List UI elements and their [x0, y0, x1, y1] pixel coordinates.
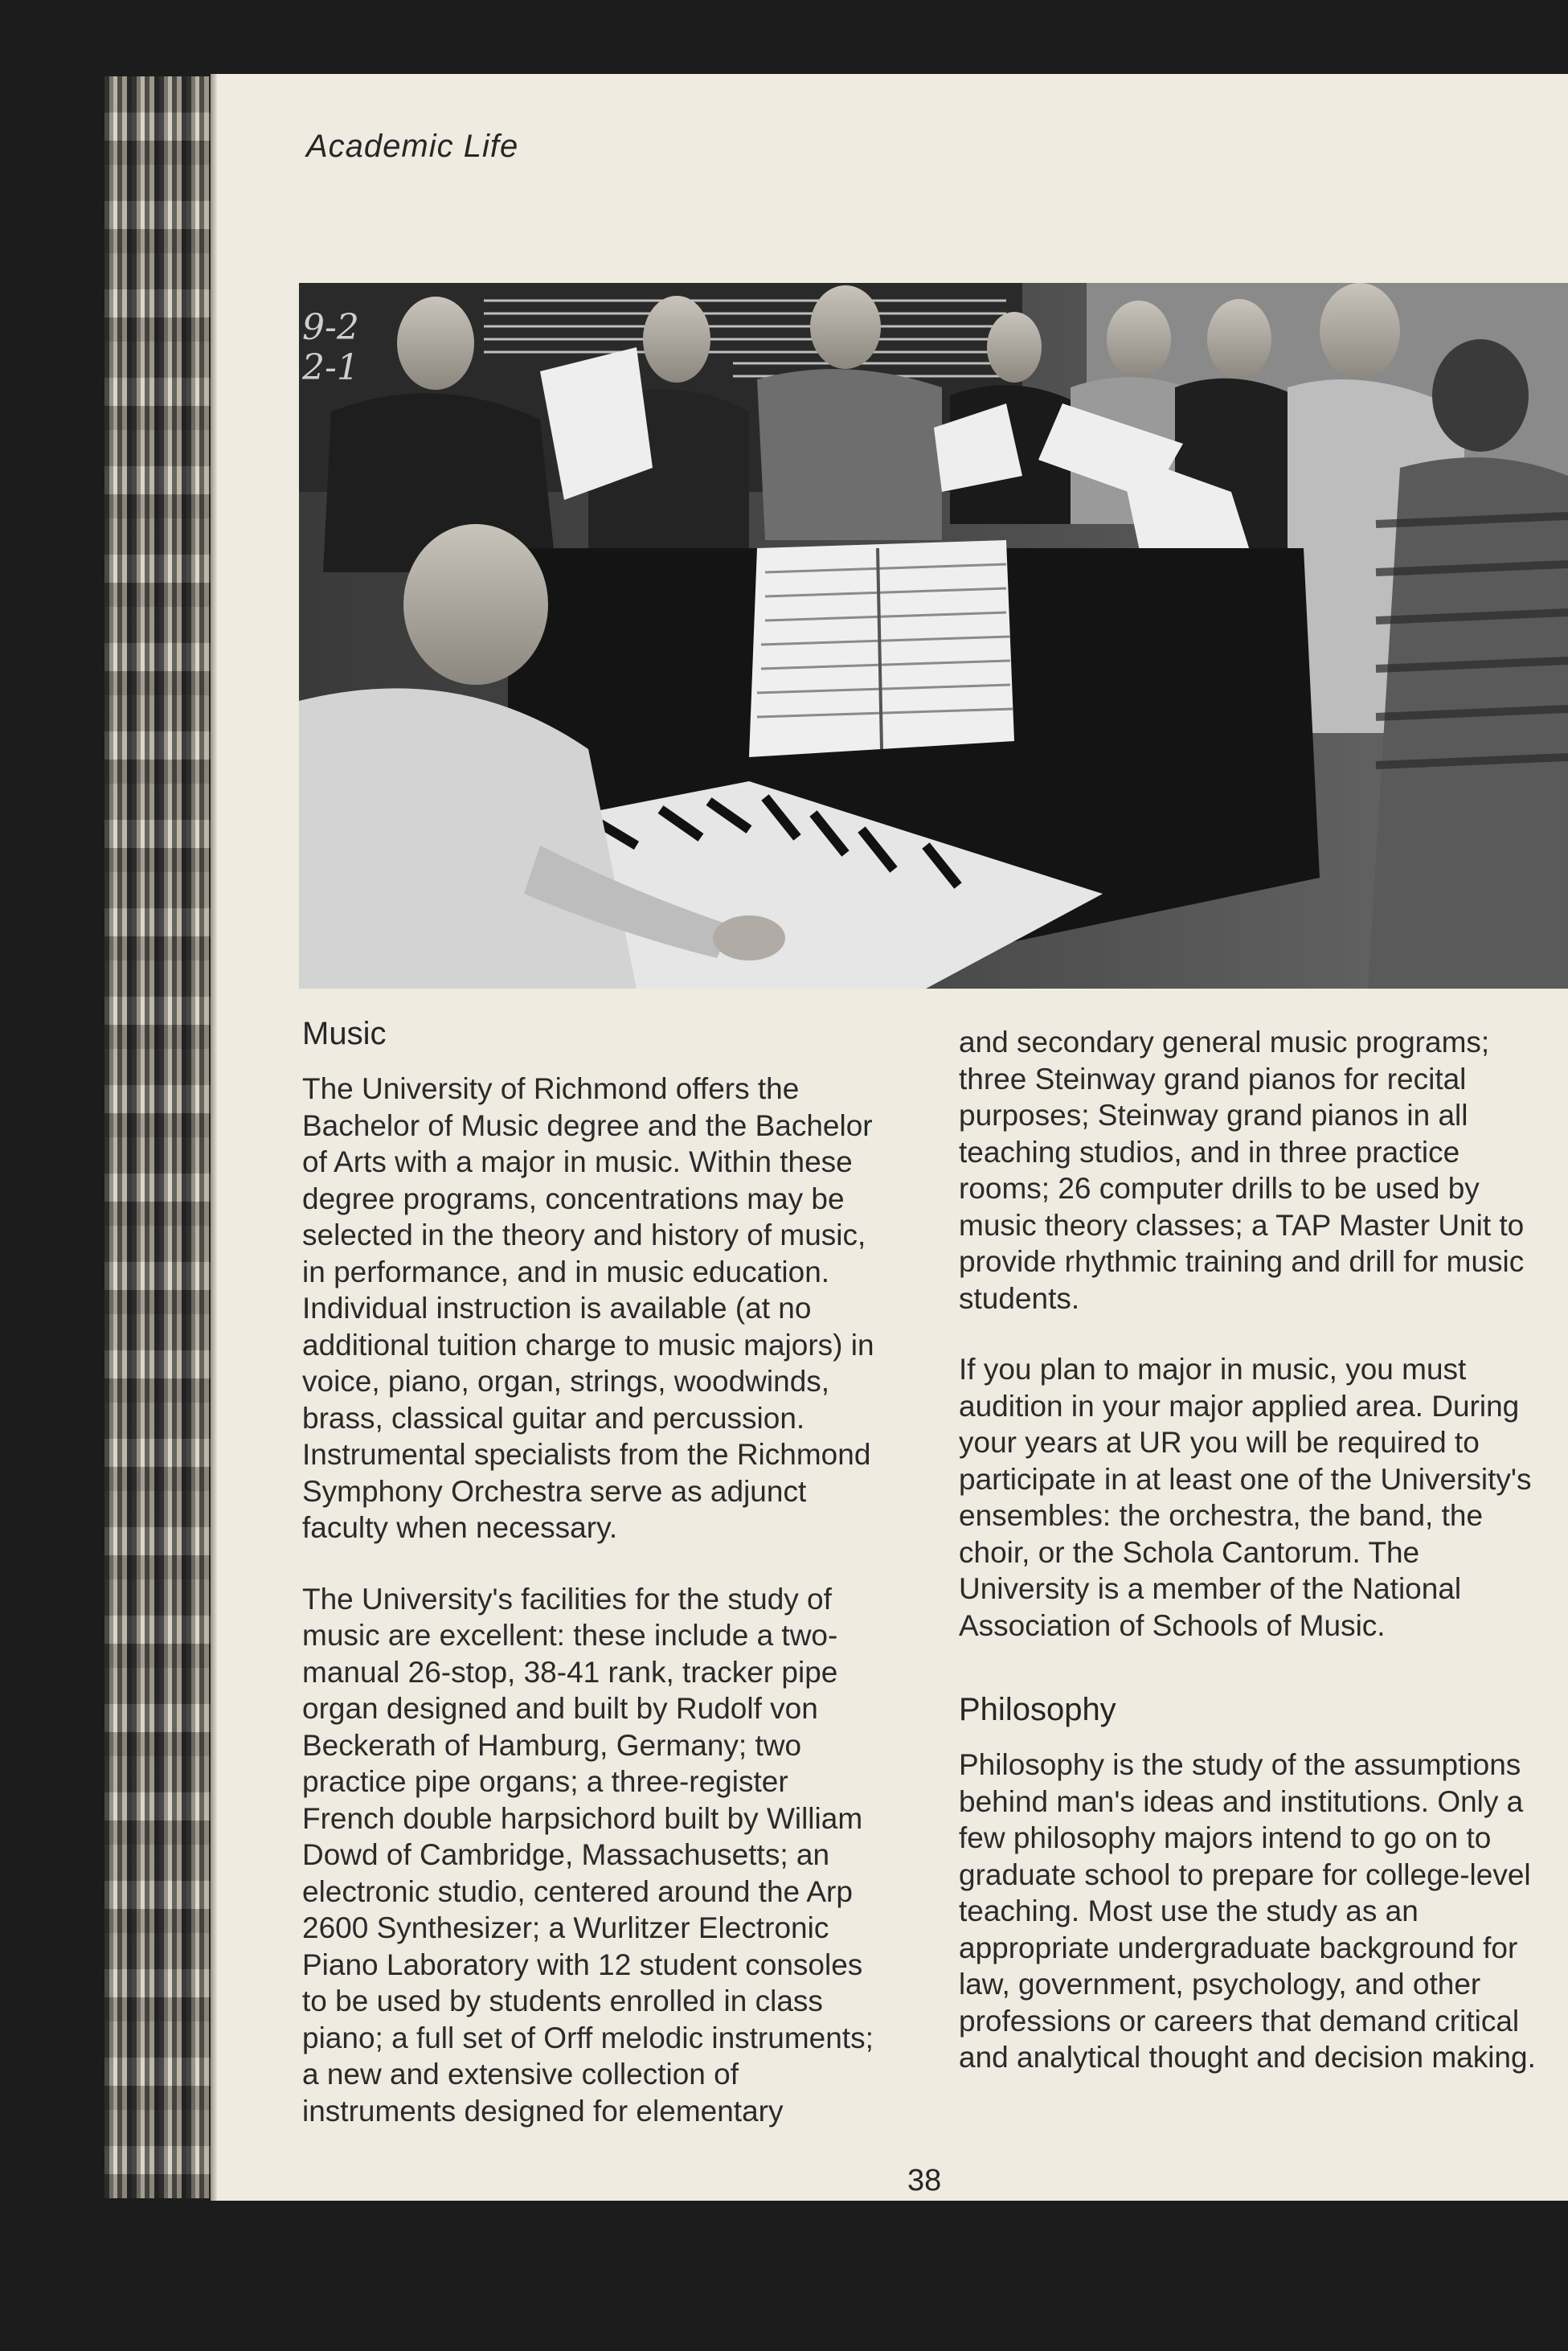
- philosophy-paragraph-1: Philosophy is the study of the assumptions behind man's ideas and institutions. Only a few philosophy majors intend to go on to graduate school to prepare for college-level teaching. Most use the study as an appropriate undergraduate background for law, government, psychology, and other professions or careers that demand critical and analytical thought and decision making.: [959, 1748, 1536, 2074]
- page-number: 38: [907, 2164, 942, 2197]
- music-class-photo: [299, 283, 1568, 989]
- page-gutter: [211, 74, 217, 2201]
- music-paragraph-2: The University's facilities for the study of music are excellent: these include a two-manual 26-stop, 38-41 rank, tracker pipe organ designed and built by Rudolf von Beckerath of Hamburg, Germany; two practice pipe organs; a three-register French double harpsichord built by William Dowd of Cambridge, Massachusetts; an electronic studio, centered around the Arp 2600 Synthesizer; a Wurlitzer Electronic Piano Laboratory with 12 student consoles to be used by students enrolled in class piano; a full set of Orff melodic instruments; a new and extensive collection of instruments designed for elementary: [302, 1582, 874, 2128]
- running-header: Academic Life: [306, 129, 519, 164]
- music-paragraph-1: The University of Richmond offers the Bachelor of Music degree and the Bachelor of Arts with a major in music. Within these degree programs, concentrations may be selected in the theory and history of music, in performance, and in music education. Individual instruction is available (at no additional tuition charge to music majors) in voice, piano, organ, strings, woodwinds, brass, classical guitar and percussion. Instrumental specialists from the Richmond Symphony Orchestra serve as adjunct faculty when necessary.: [302, 1072, 874, 1544]
- music-heading: Music: [302, 1016, 387, 1051]
- philosophy-heading: Philosophy: [959, 1692, 1116, 1727]
- column-right: [959, 1024, 1537, 2111]
- board-scribble-1: 9-2: [302, 307, 359, 348]
- column-left: [302, 1014, 881, 2164]
- music-paragraph-3: If you plan to major in music, you must audition in your major applied area. During your years at UR you will be required to participate in at least one of the University's ensembles: the orchestra, the band, the choir, or the Schola Cantorum. The University is a member of the National Association of Schools of Music.: [959, 1353, 1532, 1642]
- book-spine-shadow: [104, 76, 217, 2198]
- board-scribble-2: 2-1: [302, 347, 359, 388]
- music-paragraph-2-continued: and secondary general music programs; three Steinway grand pianos for recital purposes; Steinway grand pianos in all teaching studios, and in three practice rooms; 26 computer drills to be used by music theory classes; a TAP Master Unit to provide rhythmic training and drill for music students.: [959, 1026, 1525, 1315]
